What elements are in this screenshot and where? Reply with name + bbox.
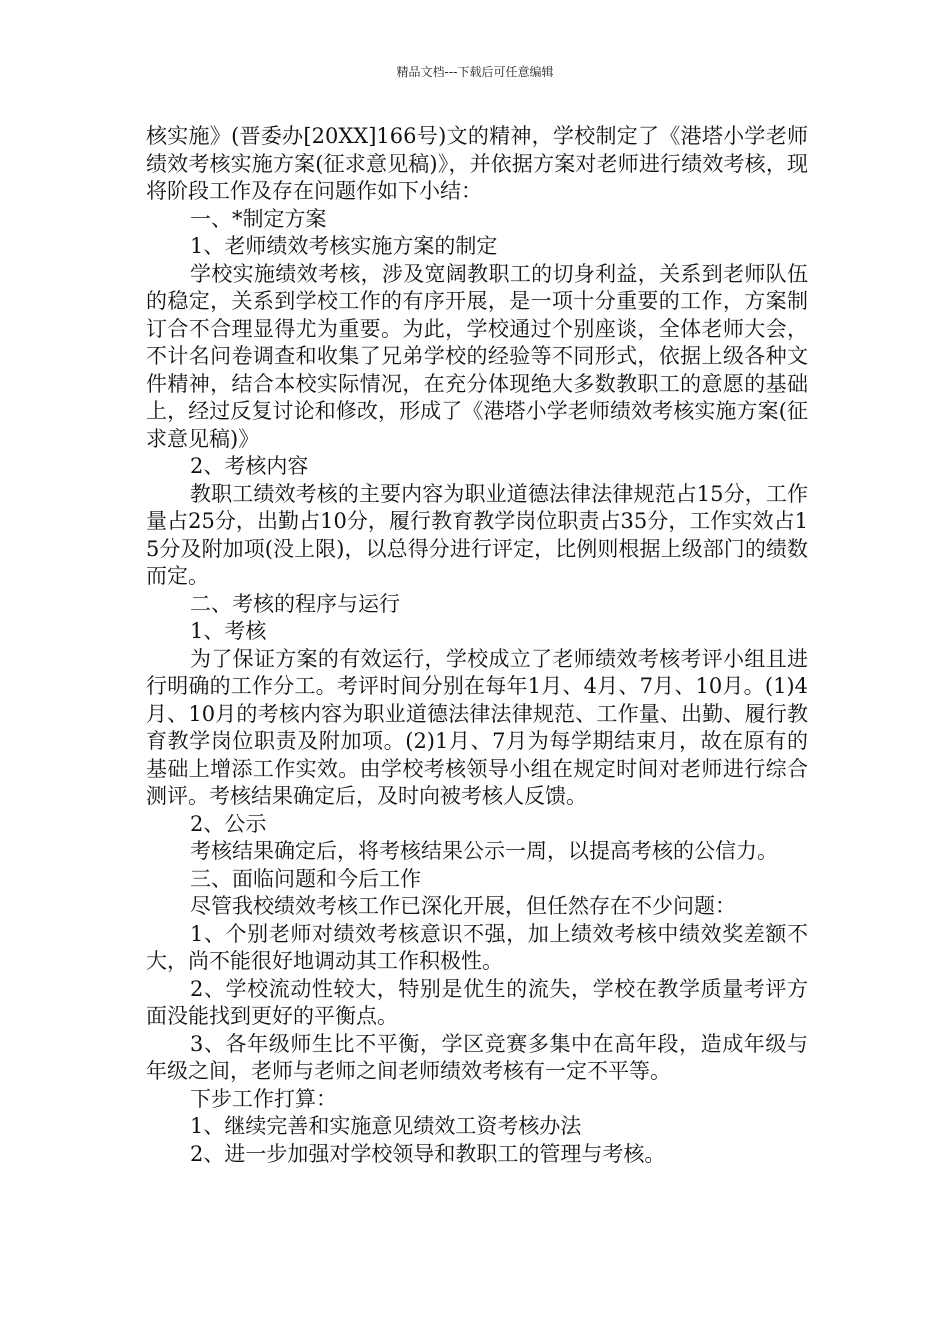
page-header: 精品文档---下载后可任意编辑 bbox=[396, 65, 554, 79]
paragraph: 尽管我校绩效考核工作已深化开展，但任然存在不少问题： bbox=[190, 894, 736, 918]
list-item: 2、进一步加强对学校领导和教职工的管理与考核。 bbox=[190, 1141, 666, 1166]
list-item: 3、各年级师生比不平衡，学区竞赛多集中在高年段，造成年级与年级之间，老师与老师之间老师绩效考核有一定不平等。 bbox=[146, 1031, 808, 1083]
subheading-2-1: 1、考核 bbox=[190, 619, 267, 643]
paragraph-intro: 核实施》(晋委办[20XX]166号)文的精神，学校制定了《港塔小学老师绩效考核实施方案(征求意见稿)》，并依据方案对老师进行绩效考核，现将阶段工作及存在问题作如下小结： bbox=[146, 124, 808, 203]
subheading-1-2: 2、考核内容 bbox=[190, 454, 309, 478]
paragraph: 教职工绩效考核的主要内容为职业道德法律法律规范占15分，工作量占25分，出勤占10分，履行教育教学岗位职责占35分，工作实效占15分及附加项(没上限)，以总得分进行评定，比例则根据上级部门的绩数而定。 bbox=[146, 481, 808, 588]
subheading-1-1: 1、老师绩效考核实施方案的制定 bbox=[190, 234, 498, 258]
section-heading-1: 一、*制定方案 bbox=[190, 206, 327, 231]
subheading-2-2: 2、公示 bbox=[190, 811, 267, 836]
paragraph: 学校实施绩效考核，涉及宽阔教职工的切身利益，关系到老师队伍的稳定，关系到学校工作的有序开展，是一项十分重要的工作，方案制订合不合理显得尤为重要。为此，学校通过个别座谈，全体老师大会，不计名问卷调查和收集了兄弟学校的经验等不同形式，依据上级各种文件精神，结合本校实际情况，在充分体现绝大多数教职工的意愿的基础上，经过反复讨论和修改，形成了《港塔小学老师绩效考核实施方案(征求意见稿)》 bbox=[146, 261, 808, 451]
paragraph: 考核结果确定后，将考核结果公示一周，以提高考核的公信力。 bbox=[190, 839, 778, 863]
paragraph: 下步工作打算： bbox=[190, 1086, 337, 1111]
list-item: 1、继续完善和实施意见绩效工资考核办法 bbox=[190, 1114, 582, 1138]
section-heading-3: 三、面临问题和今后工作 bbox=[190, 866, 421, 891]
section-heading-2: 二、考核的程序与运行 bbox=[190, 591, 400, 616]
list-item: 1、个别老师对绩效考核意识不强，加上绩效考核中绩效奖差额不大，尚不能很好地调动其工作积极性。 bbox=[146, 921, 808, 973]
list-item: 2、学校流动性较大，特别是优生的流失，学校在教学质量考评方面没能找到更好的平衡点。 bbox=[146, 976, 808, 1028]
paragraph: 为了保证方案的有效运行，学校成立了老师绩效考核考评小组且进行明确的工作分工。考评时间分别在每年1月、4月、7月、10月。(1)4月、10月的考核内容为职业道德法律法律规范、工作量、出勤、履行教育教学岗位职责及附加项。(2)1月、7月为每学期结束月，故在原有的基础上增添工作实效。由学校考核领导小组在规定时间对老师进行综合测评。考核结果确定后，及时向被考核人反馈。 bbox=[146, 646, 808, 808]
document-body bbox=[146, 123, 808, 1168]
